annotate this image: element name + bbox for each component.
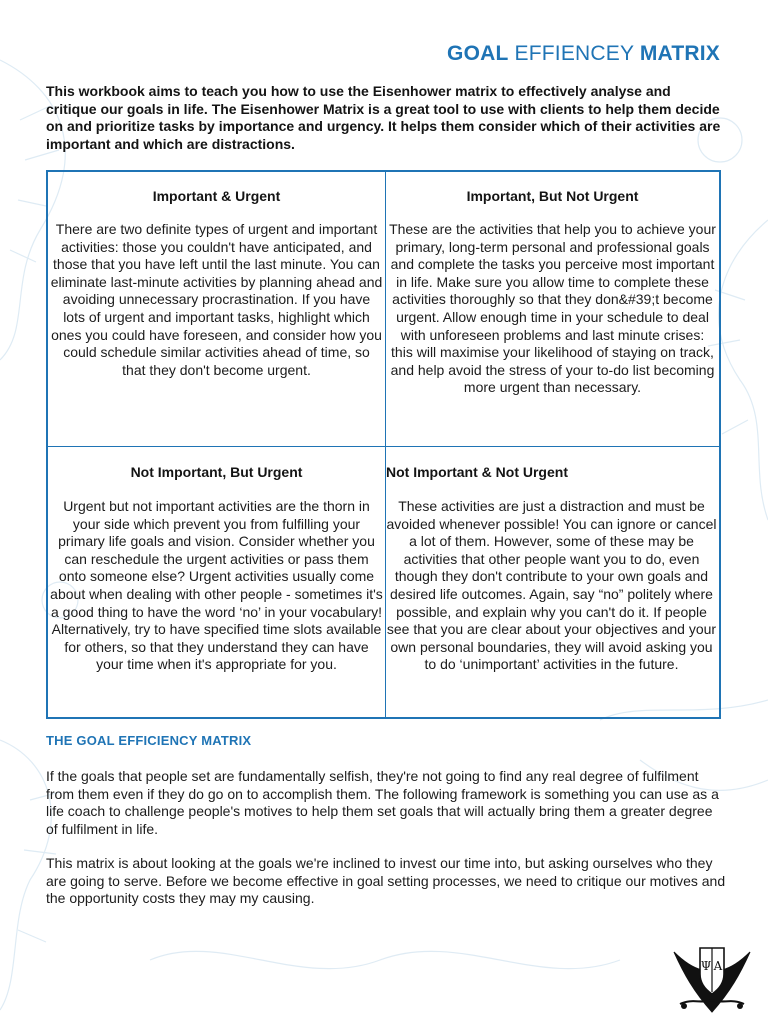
section-paragraph-1: If the goals that people set are fundamentally selfish, they're not going to find any real degree of fulfilment from them even if they do go on to accomplish them. The following framework is something you can use as a life coach to challenge people's motives to help them set goals that will actually bring them a greater degree of fulfilment in life. bbox=[46, 768, 719, 837]
quadrant-important-urgent bbox=[48, 172, 385, 379]
quadrant-heading: Not Important & Not Urgent bbox=[386, 464, 568, 480]
quadrant-important-not-urgent bbox=[386, 172, 719, 397]
section-paragraph-2: This matrix is about looking at the goals we're inclined to invest our time into, but asking ourselves who they are going to serve. Before we become effective in goal setting processes, we need to critique our motives and the opportunity costs they may my causing. bbox=[46, 855, 726, 907]
crest-letter-left: Ψ bbox=[700, 959, 712, 973]
quadrant-text: These are the activities that help you to achieve your primary, long-term personal and professional goals and complete the tasks you perceive most important in life. Make sure you allow time to complete these activities thoroughly so that they don&#39;t become urgent. Allow enough time in your schedule to deal with unforeseen problems and last minute crises: this will maximise your likelihood of staying on track, and help avoid the stress of your to-do list becoming more urgent than necessary. bbox=[389, 221, 716, 396]
intro-paragraph: This workbook aims to teach you how to use the Eisenhower matrix to effectively analyse and critique our goals in life. The Eisenhower Matrix is a great tool to use with clients to help them decide on and prioritize tasks by importance and urgency. It helps them consider which of their activities are important and which are distractions. bbox=[46, 83, 721, 152]
crest-logo bbox=[670, 934, 754, 1018]
quadrant-text: Urgent but not important activities are the thorn in your side which prevent you from fulfilling your primary life goals and vision. Consider whether you can reschedule the urgent activities or pass them onto someone else? Urgent activities usually come about when dealing with other people - sometimes it's a good thing to have the word ‘no’ in your vocabulary! Alternatively, try to have specified time slots available for others, so that they understand they can have your time when it's appropriate for you. bbox=[50, 498, 383, 673]
page-title bbox=[447, 42, 720, 66]
quadrant-heading: Important, But Not Urgent bbox=[466, 188, 639, 204]
crest-letter-right: A bbox=[713, 959, 723, 973]
quadrant-text: There are two definite types of urgent and important activities: those you couldn't have anticipated, and those that you have left until the last minute. You can eliminate last-minute activities by planning ahead and avoiding unnecessary procrastination. If you have lots of urgent and important tasks, highlight which ones you could have foreseen, and consider how you could schedule similar activities ahead of time, so that they don't become urgent. bbox=[50, 221, 383, 378]
title-part-goal: GOAL bbox=[447, 42, 509, 65]
quadrant-heading: Not Important, But Urgent bbox=[130, 464, 303, 480]
quadrant-not-important-not-urgent bbox=[386, 447, 719, 674]
title-part-effiencey: EFFIENCEY bbox=[508, 42, 640, 65]
title-part-matrix: MATRIX bbox=[639, 42, 720, 65]
quadrant-not-important-urgent bbox=[48, 447, 385, 674]
section-heading: THE GOAL EFFICIENCY MATRIX bbox=[46, 733, 252, 748]
eisenhower-matrix bbox=[46, 170, 721, 719]
quadrant-heading: Important & Urgent bbox=[152, 188, 281, 204]
quadrant-text: These activities are just a distraction and must be avoided whenever possible! You can ignore or cancel a lot of them. However, some of these may be activities that other people want you to do, even though they don't contribute to your own goals and desired life outcomes. Again, say “no” politely where possible, and explain why you can't do it. If people see that you are clear about your objectives and your own personal boundaries, they will avoid asking you to do ‘unimportant’ activities in the future. bbox=[386, 498, 717, 673]
